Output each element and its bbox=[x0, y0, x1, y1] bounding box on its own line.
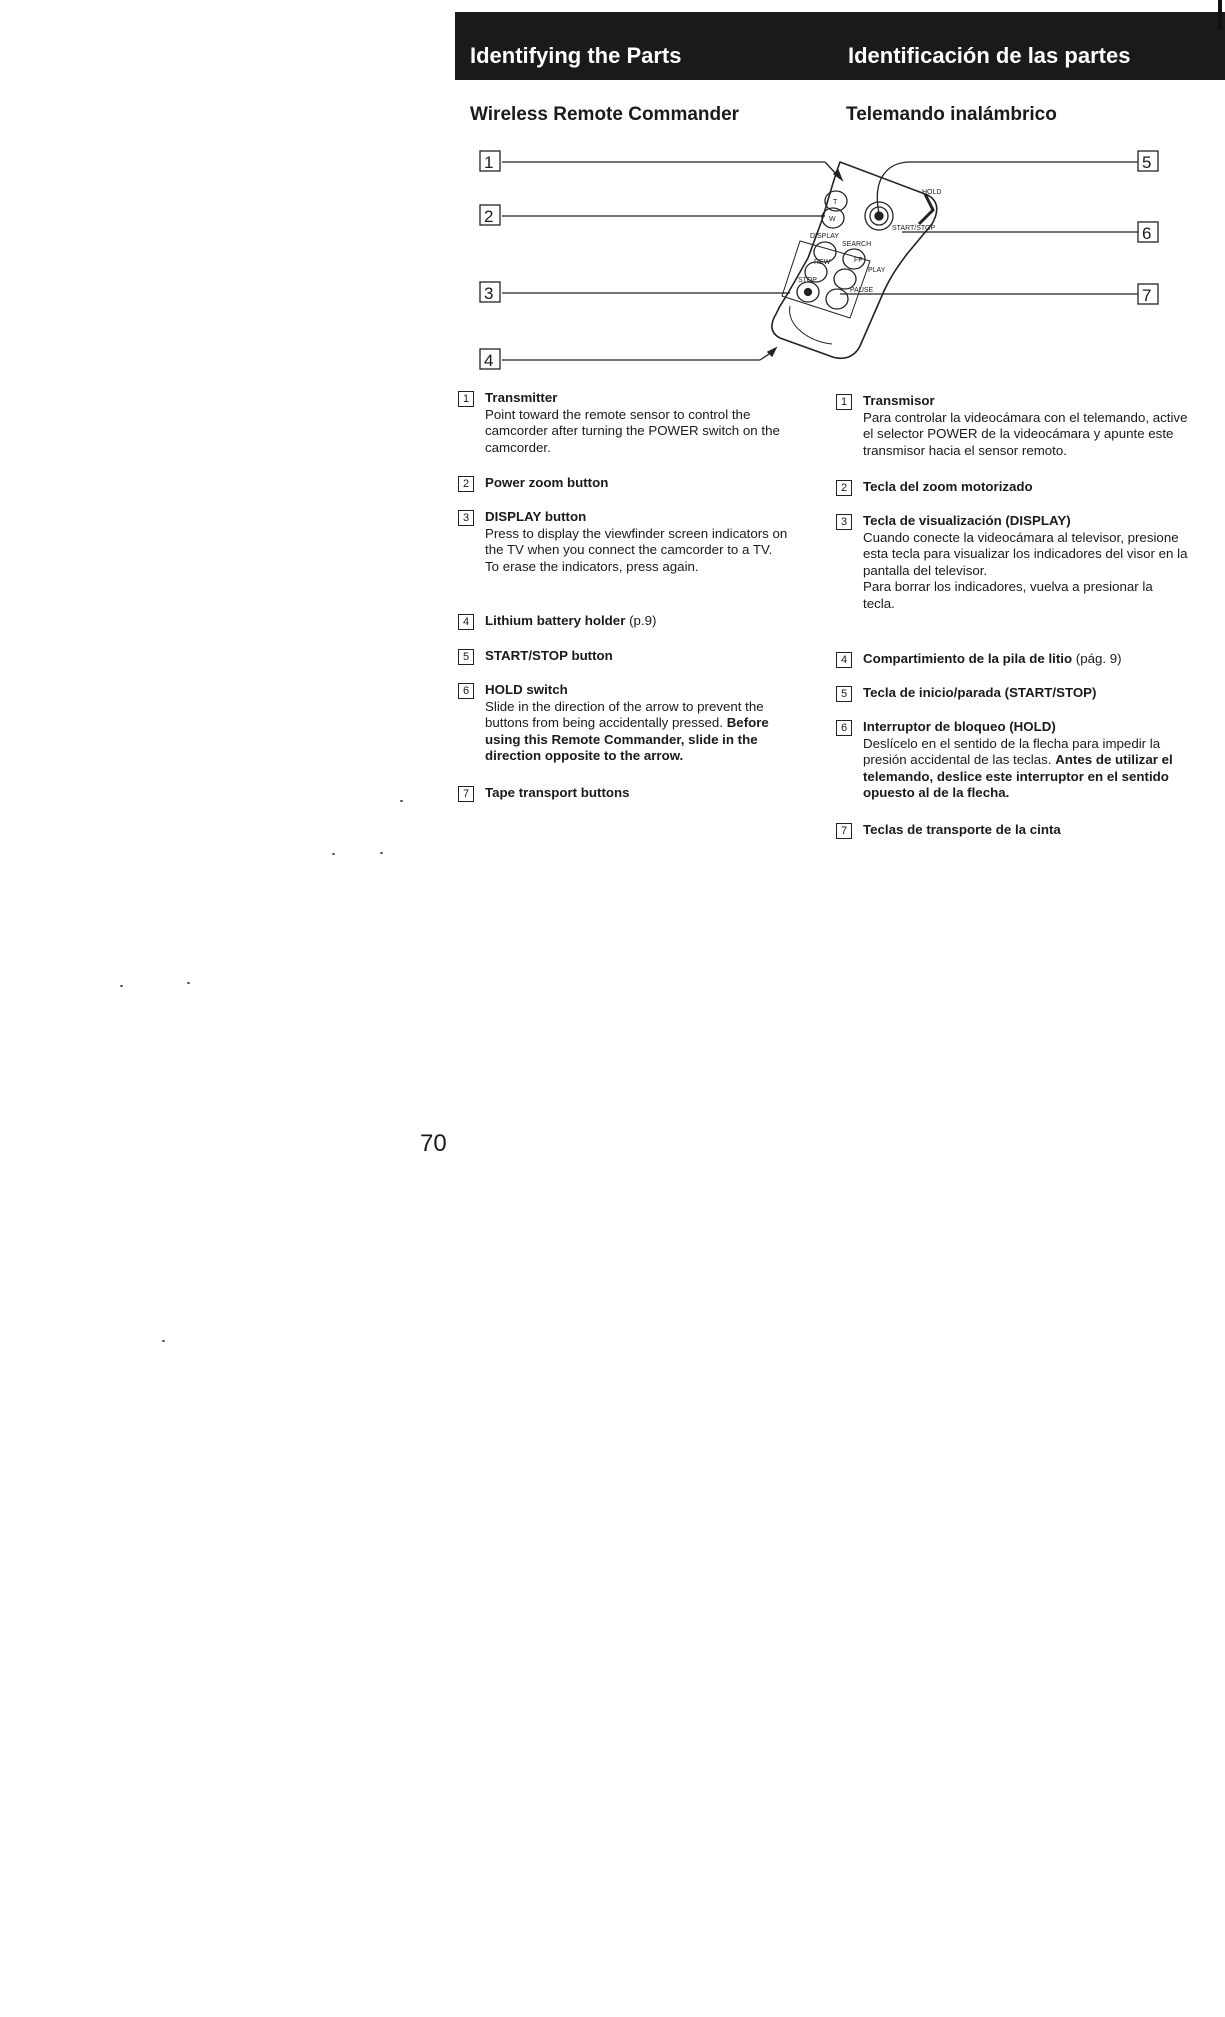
remote-label-ff: FF bbox=[854, 257, 863, 264]
list-item-es-3 bbox=[836, 513, 1188, 612]
item-number: 5 bbox=[836, 686, 852, 702]
item-number: 5 bbox=[458, 649, 474, 665]
item-label: Transmisor bbox=[863, 393, 935, 408]
item-description: Point toward the remote sensor to control the camcorder after turning the POWER switch on the camcorder. bbox=[485, 406, 780, 455]
item-label: Transmitter bbox=[485, 390, 558, 405]
page-number: 70 bbox=[420, 1130, 447, 1157]
callout-5: 5 bbox=[1142, 153, 1152, 172]
list-item-es-5 bbox=[836, 685, 1188, 702]
item-number: 6 bbox=[458, 683, 474, 699]
item-description: Slide in the direction of the arrow to prevent the buttons from being accidentally pressed. bbox=[485, 698, 764, 730]
list-item-en-5 bbox=[458, 648, 803, 665]
item-label: HOLD switch bbox=[485, 682, 568, 697]
remote-label-stop: STOP bbox=[798, 277, 817, 284]
item-page-ref: (p.9) bbox=[625, 613, 657, 628]
callout-7: 7 bbox=[1142, 286, 1152, 305]
header-title-en: Identifying the Parts bbox=[470, 43, 682, 68]
section-title-es: Telemando inalámbrico bbox=[846, 104, 1057, 125]
remote-commander-illustration bbox=[470, 146, 1170, 381]
item-description-emphasis: Antes de utilizar el telemando, deslice este interruptor en el sentido opuesto al de la flecha. bbox=[863, 752, 1173, 800]
item-number: 4 bbox=[836, 652, 852, 668]
item-number: 3 bbox=[836, 514, 852, 530]
item-description-emphasis: Before using this Remote Commander, slide in the direction opposite to the arrow. bbox=[485, 715, 769, 763]
page-edge-mark bbox=[1218, 0, 1222, 30]
remote-label-start-stop: START/STOP bbox=[892, 225, 936, 232]
scan-speck bbox=[332, 853, 335, 855]
item-label: Tecla del zoom motorizado bbox=[863, 479, 1033, 494]
remote-label-t: T bbox=[833, 199, 838, 206]
item-number: 7 bbox=[836, 823, 852, 839]
list-item-en-3 bbox=[458, 509, 803, 575]
item-number: 7 bbox=[458, 786, 474, 802]
item-description-2: To erase the indicators, press again. bbox=[485, 558, 699, 574]
item-number: 3 bbox=[458, 510, 474, 526]
list-item-es-2 bbox=[836, 479, 1188, 496]
item-description: Deslícelo en el sentido de la flecha para impedir la presión accidental de las teclas. bbox=[863, 735, 1161, 767]
item-description: Para controlar la videocámara con el telemando, active el selector POWER de la videocámara y apunte este transmisor hacia el sensor remoto. bbox=[863, 409, 1188, 458]
list-item-es-1 bbox=[836, 393, 1188, 459]
item-description: Press to display the viewfinder screen indicators on the TV when you connect the camcorder to a TV. bbox=[485, 525, 788, 557]
remote-label-hold: HOLD bbox=[922, 189, 942, 196]
list-item-en-2 bbox=[458, 475, 803, 492]
item-number: 2 bbox=[458, 476, 474, 492]
remote-label-w: W bbox=[829, 216, 836, 223]
list-item-es-7 bbox=[836, 822, 1188, 839]
list-item-en-6 bbox=[458, 682, 803, 765]
item-label: DISPLAY button bbox=[485, 509, 587, 524]
list-item-es-4 bbox=[836, 651, 1188, 668]
callout-2: 2 bbox=[484, 207, 494, 226]
remote-label-pause: PAUSE bbox=[850, 287, 874, 294]
item-label: Lithium battery holder bbox=[485, 613, 626, 628]
header-title-es: Identificación de las partes bbox=[848, 43, 1131, 68]
callout-1: 1 bbox=[484, 153, 494, 172]
item-page-ref: (pág. 9) bbox=[1072, 651, 1122, 666]
item-number: 2 bbox=[836, 480, 852, 496]
remote-label-display: DISPLAY bbox=[810, 233, 840, 240]
remote-label-play: PLAY bbox=[868, 267, 886, 274]
callout-6: 6 bbox=[1142, 224, 1152, 243]
scan-speck bbox=[162, 1340, 165, 1342]
remote-label-search: SEARCH bbox=[842, 241, 872, 248]
list-item-en-1 bbox=[458, 390, 803, 456]
item-label: Tecla de inicio/parada (START/STOP) bbox=[863, 685, 1097, 700]
item-label: Interruptor de bloqueo (HOLD) bbox=[863, 719, 1056, 734]
item-label: START/STOP button bbox=[485, 648, 613, 663]
scan-speck bbox=[187, 982, 190, 984]
list-item-en-7 bbox=[458, 785, 803, 802]
list-item-es-6 bbox=[836, 719, 1188, 802]
remote-label-rew: REW bbox=[814, 259, 831, 266]
item-label: Tape transport buttons bbox=[485, 785, 630, 800]
scan-speck bbox=[400, 800, 403, 802]
item-description-2: Para borrar los indicadores, vuelva a presionar la tecla. bbox=[863, 579, 1153, 611]
list-item-en-4 bbox=[458, 613, 803, 630]
scan-speck bbox=[380, 852, 383, 854]
item-label: Teclas de transporte de la cinta bbox=[863, 822, 1061, 837]
item-label: Compartimiento de la pila de litio bbox=[863, 651, 1073, 666]
callout-3: 3 bbox=[484, 284, 494, 303]
section-title-en: Wireless Remote Commander bbox=[470, 104, 740, 125]
callout-4: 4 bbox=[484, 351, 494, 370]
item-description: Cuando conecte la videocámara al televisor, presione esta tecla para visualizar los indicadores del visor en la pantalla del televisor. bbox=[863, 529, 1188, 578]
item-number: 1 bbox=[458, 391, 474, 407]
item-number: 4 bbox=[458, 614, 474, 630]
scan-speck bbox=[120, 985, 123, 987]
item-label: Power zoom button bbox=[485, 475, 609, 490]
item-number: 6 bbox=[836, 720, 852, 736]
item-label: Tecla de visualización (DISPLAY) bbox=[863, 513, 1071, 528]
item-number: 1 bbox=[836, 394, 852, 410]
